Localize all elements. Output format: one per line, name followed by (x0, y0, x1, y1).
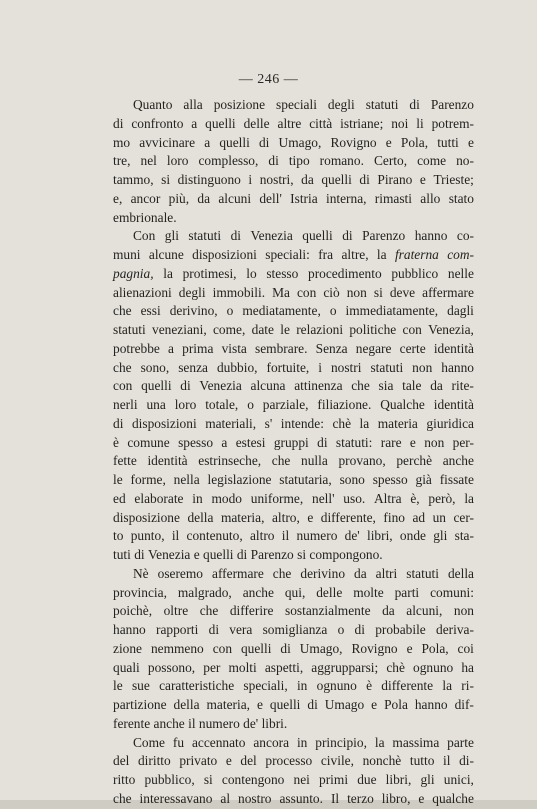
text-line: fette identità estrinseche, che nulla provano, perchè anche (113, 453, 474, 469)
text-line: ritto pubblico, si contengono nei primi due libri, gli unici, (113, 772, 474, 787)
text-line: che sono, senza dubbio, fortuite, i nostri statuti non hanno (113, 359, 474, 375)
text-line: disposizione della materia, altro, e differente, fino ad un cer- (113, 509, 474, 525)
text-line: Nè oseremo affermare che derivino da altri statuti della (133, 565, 474, 581)
text-line: le forme, nella legislazione statutaria, sono spesso già fissate (113, 472, 474, 487)
text-line: Quanto alla posizione speciali degli statuti di Parenzo (133, 97, 474, 112)
text-line: le sue caratteristiche speciali, in ognuno è differente la ri- (113, 678, 474, 694)
text-line: ed elaborate in modo uniforme, nell' uso. Altra è, però, la (113, 490, 474, 506)
text-line: embrionale. (113, 209, 177, 225)
text-line: mo avvicinare a quelli di Umago, Rovigno e Pola, tutti e (113, 134, 474, 150)
text-line: alienazioni degli immobili. Ma con ciò non si deve affermare (113, 284, 474, 300)
text-line: del diritto privato e del processo civile, nonchè tutto il di- (113, 753, 474, 769)
text-line: tre, nel loro complesso, di tipo romano. Certo, come no- (113, 153, 474, 169)
text-line: Con gli statuti di Venezia quelli di Parenzo hanno co- (133, 228, 474, 244)
text-line: provincia, malgrado, anche qui, delle molte parti comuni: (113, 584, 474, 600)
page-number-header: — 246 — (238, 72, 299, 87)
text-line: statuti veneziani, come, date le relazioni politiche con Venezia, (113, 322, 474, 337)
text-line: potrebbe a prima vista sembrare. Senza negare certe identità (113, 340, 474, 356)
body-text (113, 96, 474, 809)
text-line: e, ancor più, da alcuni dell' Istria interna, rimasti allo stato (113, 190, 474, 206)
text-line: poichè, oltre che differire sostanzialmente da alcuni, non (113, 603, 474, 619)
text-line: zione nemmeno con quelli di Umago, Rovigno e Pola, coi (113, 640, 474, 656)
text-line: quali possono, per molti aspetti, aggrupparsi; chè ognuno ha (113, 659, 474, 675)
text-line: con quelli di Venezia alcuna attinenza che sia tale da rite- (113, 378, 474, 394)
text-line: nerli una loro totale, o parziale, filiazione. Qualche identità (113, 397, 474, 412)
text-line: ferente anche il numero de' libri. (113, 715, 288, 731)
text-line: di confronto a quelli delle altre città istriane; noi li potrem- (113, 115, 474, 131)
text-line: che essi derivino, o mediatamente, o immediatamente, dagli (113, 303, 474, 319)
text-line: pagnia, la protimesi, lo stesso procedimento pubblico nelle (113, 265, 474, 281)
text-line: hanno rapporti di vera somiglianza o di probabile deriva- (113, 622, 474, 637)
text-line: to punto, il contenuto, altro il numero de' libri, onde gli sta- (113, 528, 474, 544)
text-line: che interessavano al nostro assunto. Il terzo libro, e qualche (113, 790, 474, 806)
text-line: tammo, si distinguono i nostri, da quelli di Pirano e Trieste; (113, 172, 474, 187)
text-line: di disposizioni materiali, s' intende: chè la materia giuridica (113, 415, 474, 431)
text-line: è comune spesso a estesi gruppi di statuti: rare e non per- (113, 434, 474, 450)
text-line: partizione della materia, e quelli di Umago e Pola hanno dif- (113, 697, 474, 712)
text-line: muni alcune disposizioni speciali: fra altre, la fraterna com- (113, 247, 474, 262)
text-line: Come fu accennato ancora in principio, la massima parte (133, 734, 474, 750)
text-line: tuti di Venezia e quelli di Parenzo si compongono. (113, 547, 383, 562)
